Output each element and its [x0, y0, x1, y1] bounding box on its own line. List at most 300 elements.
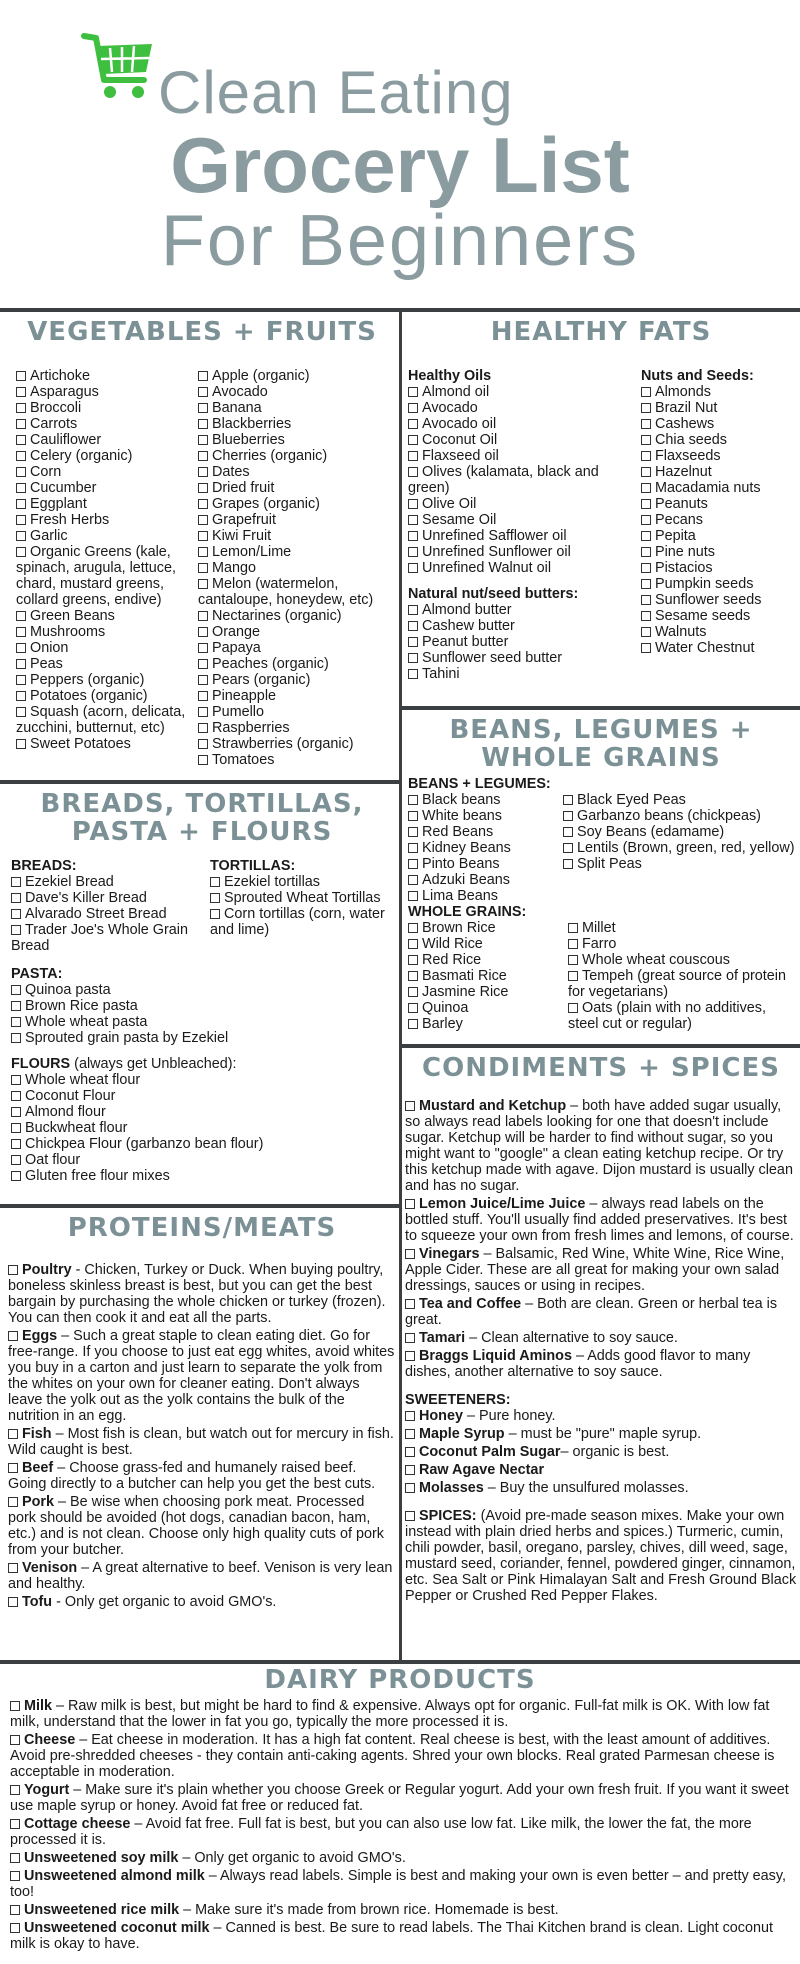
- checkbox[interactable]: [11, 1123, 21, 1133]
- list-item: [16, 480, 198, 496]
- section-heading: BREADS, TORTILLAS, PASTA + FLOURS: [40, 790, 364, 847]
- checkbox[interactable]: [408, 467, 418, 477]
- list-item: [408, 496, 636, 512]
- checkbox[interactable]: [408, 563, 418, 573]
- checkbox[interactable]: [408, 923, 418, 933]
- list-item: [568, 952, 797, 968]
- checkbox[interactable]: [408, 621, 418, 631]
- checkbox[interactable]: [198, 435, 208, 445]
- checkbox[interactable]: [568, 971, 578, 981]
- item-desc: – Make sure it's made from brown rice. Homemade is best.: [179, 1902, 559, 1918]
- checkbox[interactable]: [641, 467, 651, 477]
- list-item: [408, 888, 560, 904]
- checkbox[interactable]: [16, 627, 26, 637]
- item-desc: – Most fish is clean, but watch out for mercury in fish. Wild caught is best.: [8, 1426, 394, 1458]
- checkbox[interactable]: [198, 755, 208, 765]
- checkbox[interactable]: [198, 531, 208, 541]
- checkbox[interactable]: [408, 939, 418, 949]
- item-name: Braggs Liquid Aminos: [419, 1348, 572, 1364]
- checkbox[interactable]: [16, 691, 26, 701]
- grains-title-wrap: [408, 904, 788, 920]
- list-item: [408, 808, 560, 824]
- checkbox[interactable]: [198, 451, 208, 461]
- checkbox[interactable]: [641, 499, 651, 509]
- item-label: Peanuts: [655, 496, 708, 512]
- list-item: [405, 1246, 797, 1294]
- checkbox[interactable]: [11, 1171, 21, 1181]
- item-desc: - Chicken, Turkey or Duck. When buying poultry, boneless skinless breast is best, but you can get the best bargain by purchasing the whole chicken or turkey (frozen). You can then cook it and eat all the parts.: [8, 1262, 386, 1326]
- checkbox[interactable]: [10, 1735, 20, 1745]
- item-label: Peppers (organic): [30, 672, 145, 688]
- checkbox[interactable]: [11, 1033, 21, 1043]
- item-label: Sprouted grain pasta by Ezekiel: [25, 1030, 229, 1046]
- checkbox[interactable]: [8, 1563, 18, 1573]
- checkbox[interactable]: [210, 877, 220, 887]
- item-label: Dates: [212, 464, 250, 480]
- checkbox[interactable]: [16, 467, 26, 477]
- list-item: [10, 1920, 790, 1952]
- checkbox[interactable]: [198, 403, 208, 413]
- checkbox[interactable]: [408, 451, 418, 461]
- breads-column: [11, 858, 211, 954]
- item-name: Honey: [419, 1408, 463, 1424]
- checkbox[interactable]: [16, 643, 26, 653]
- list-item: [641, 544, 797, 560]
- checkbox[interactable]: [641, 531, 651, 541]
- checkbox[interactable]: [641, 547, 651, 557]
- checkbox[interactable]: [198, 691, 208, 701]
- checkbox[interactable]: [198, 547, 208, 557]
- list-item: [408, 984, 568, 1000]
- checkbox[interactable]: [408, 811, 418, 821]
- divider: [0, 1660, 800, 1664]
- list-item: [16, 432, 198, 448]
- checkbox[interactable]: [10, 1923, 20, 1933]
- checkbox[interactable]: [198, 739, 208, 749]
- item-label: Grapefruit: [212, 512, 276, 528]
- checkbox[interactable]: [198, 371, 208, 381]
- checkbox[interactable]: [11, 1075, 21, 1085]
- checkbox[interactable]: [16, 611, 26, 621]
- list-item: [11, 1072, 395, 1088]
- section-condiments: [405, 1054, 797, 1658]
- checkbox[interactable]: [405, 1411, 415, 1421]
- grains-column-2: [568, 920, 797, 1032]
- spices-item: [405, 1508, 797, 1604]
- list-item: [408, 920, 568, 936]
- checkbox[interactable]: [408, 827, 418, 837]
- checkbox[interactable]: [408, 515, 418, 525]
- checkbox[interactable]: [8, 1265, 18, 1275]
- checkbox[interactable]: [11, 1139, 21, 1149]
- list-item: [405, 1098, 797, 1194]
- list-item: [11, 1088, 395, 1104]
- list-item: [563, 808, 797, 824]
- item-label: Celery (organic): [30, 448, 133, 464]
- checkbox[interactable]: [198, 675, 208, 685]
- checkbox[interactable]: [11, 1017, 21, 1027]
- checkbox[interactable]: [16, 403, 26, 413]
- item-name: Tea and Coffee: [419, 1296, 522, 1312]
- list-item: [408, 952, 568, 968]
- list-item: [11, 998, 395, 1014]
- checkbox[interactable]: [10, 1819, 20, 1829]
- item-label: Papaya: [212, 640, 261, 656]
- divider: [399, 308, 402, 1660]
- checkbox[interactable]: [641, 435, 651, 445]
- item-desc: – Both are clean. Green or herbal tea is great.: [405, 1296, 778, 1328]
- list-item: [11, 1136, 395, 1152]
- checkbox[interactable]: [11, 985, 21, 995]
- list-item: [16, 512, 198, 528]
- checkbox[interactable]: [408, 435, 418, 445]
- list-item: [198, 512, 394, 528]
- item-desc: - Only get organic to avoid GMO's.: [52, 1594, 277, 1610]
- list-item: [641, 624, 797, 640]
- list-item: [408, 416, 636, 432]
- list-item: [408, 432, 636, 448]
- item-name: Beef: [22, 1460, 54, 1476]
- subheading: BREADS:: [11, 858, 77, 874]
- checkbox[interactable]: [408, 669, 418, 679]
- list-item: [16, 688, 198, 704]
- checkbox[interactable]: [408, 859, 418, 869]
- item-label: Peaches (organic): [212, 656, 329, 672]
- checkbox[interactable]: [198, 387, 208, 397]
- list-item: [16, 640, 198, 656]
- checkbox[interactable]: [408, 653, 418, 663]
- list-item: [641, 528, 797, 544]
- checkbox[interactable]: [198, 467, 208, 477]
- item-label: Tomatoes: [212, 752, 275, 768]
- item-name: Unsweetened almond milk: [24, 1868, 205, 1884]
- checkbox[interactable]: [198, 611, 208, 621]
- list-item: [408, 1016, 568, 1032]
- checkbox[interactable]: [405, 1483, 415, 1493]
- item-desc: – always read labels on the bottled stuff. You'll usually find added preservatives. It's best to squeeze your own from fresh limes and lemons, of course.: [405, 1196, 794, 1244]
- checkbox[interactable]: [10, 1701, 20, 1711]
- list-item: [568, 968, 797, 1000]
- checkbox[interactable]: [641, 563, 651, 573]
- item-label: Potatoes (organic): [30, 688, 148, 704]
- checkbox[interactable]: [16, 531, 26, 541]
- checkbox[interactable]: [16, 451, 26, 461]
- checkbox[interactable]: [641, 387, 651, 397]
- checkbox[interactable]: [405, 1511, 415, 1521]
- checkbox[interactable]: [10, 1905, 20, 1915]
- checkbox[interactable]: [11, 1107, 21, 1117]
- list-item: [408, 1000, 568, 1016]
- list-item: [408, 528, 636, 544]
- section-heading: VEGETABLES + FRUITS: [27, 318, 377, 347]
- item-label: Brazil Nut: [655, 400, 718, 416]
- item-label: Broccoli: [30, 400, 82, 416]
- checkbox[interactable]: [408, 987, 418, 997]
- item-name: Cottage cheese: [24, 1816, 131, 1832]
- item-desc: – Avoid fat free. Full fat is best, but you can also use low fat. Like milk, the lower the fat, the more processed it is.: [10, 1816, 752, 1848]
- item-label: Unrefined Safflower oil: [422, 528, 567, 544]
- checkbox[interactable]: [16, 371, 26, 381]
- checkbox[interactable]: [408, 955, 418, 965]
- item-label: Oats (plain with no additives, steel cut or regular): [568, 1000, 766, 1032]
- item-name: Fish: [22, 1426, 52, 1442]
- section-healthy-fats: [405, 318, 797, 702]
- checkbox[interactable]: [11, 877, 21, 887]
- checkbox[interactable]: [198, 499, 208, 509]
- list-item: [405, 1196, 797, 1244]
- checkbox[interactable]: [563, 859, 573, 869]
- checkbox[interactable]: [11, 1001, 21, 1011]
- list-item: [8, 1262, 396, 1326]
- list-item: [408, 384, 636, 400]
- checkbox[interactable]: [198, 515, 208, 525]
- checkbox[interactable]: [10, 1871, 20, 1881]
- checkbox[interactable]: [8, 1597, 18, 1607]
- list-item: [10, 1782, 790, 1814]
- item-label: Split Peas: [577, 856, 642, 872]
- item-label: Almond oil: [422, 384, 490, 400]
- checkbox[interactable]: [16, 739, 26, 749]
- checkbox[interactable]: [408, 403, 418, 413]
- list-item: [198, 384, 394, 400]
- list-item: [563, 840, 797, 856]
- list-item: [16, 368, 198, 384]
- item-label: Kiwi Fruit: [212, 528, 272, 544]
- checkbox[interactable]: [11, 909, 21, 919]
- item-desc: – Make sure it's plain whether you choose Greek or Regular yogurt. Add your own fresh fruit. If you want it sweet use maple syrup or honey. Avoid fat free or reduced fat.: [10, 1782, 789, 1814]
- item-label: Mushrooms: [30, 624, 106, 640]
- list-item: [198, 672, 394, 688]
- section-breads: [8, 790, 396, 1200]
- item-label: Almonds: [655, 384, 711, 400]
- checkbox[interactable]: [16, 675, 26, 685]
- checkbox[interactable]: [198, 563, 208, 573]
- checkbox[interactable]: [8, 1331, 18, 1341]
- checkbox[interactable]: [16, 387, 26, 397]
- checkbox[interactable]: [11, 1091, 21, 1101]
- list-item: [16, 528, 198, 544]
- checkbox[interactable]: [10, 1853, 20, 1863]
- list-item: [10, 1850, 790, 1866]
- checkbox[interactable]: [198, 659, 208, 669]
- list-item: [641, 384, 797, 400]
- item-desc: – Eat cheese in moderation. It has a high fat content. Real cheese is best, with the least amount of additives. Avoid pre-shredded cheeses - they contain anti-caking agents. Shred your own blocks. Real grated Parmesan cheese is acceptable in moderation.: [10, 1732, 775, 1780]
- subheading: Natural nut/seed butters:: [408, 586, 579, 602]
- checkbox[interactable]: [563, 811, 573, 821]
- list-item: [408, 602, 636, 618]
- item-label: Cherries (organic): [212, 448, 328, 464]
- item-label: Chickpea Flour (garbanzo bean flour): [25, 1136, 264, 1152]
- list-item: [8, 1426, 396, 1458]
- checkbox[interactable]: [641, 595, 651, 605]
- checkbox[interactable]: [563, 795, 573, 805]
- checkbox[interactable]: [16, 659, 26, 669]
- item-name: Coconut Palm Sugar: [419, 1444, 561, 1460]
- checkbox[interactable]: [408, 891, 418, 901]
- checkbox[interactable]: [563, 827, 573, 837]
- checkbox[interactable]: [408, 531, 418, 541]
- item-label: Pumello: [212, 704, 264, 720]
- list-item: [198, 528, 394, 544]
- list-item: [641, 592, 797, 608]
- checkbox[interactable]: [210, 893, 220, 903]
- checkbox[interactable]: [16, 547, 26, 557]
- list-item: [408, 840, 560, 856]
- item-label: Pineapple: [212, 688, 277, 704]
- list-item: [408, 666, 636, 682]
- list-item: [16, 608, 198, 624]
- checkbox[interactable]: [641, 451, 651, 461]
- list-item: [8, 1594, 396, 1610]
- checkbox[interactable]: [408, 971, 418, 981]
- item-label: Trader Joe's Whole Grain Bread: [11, 922, 188, 954]
- item-label: Avocado: [212, 384, 268, 400]
- item-label: Coconut Oil: [422, 432, 498, 448]
- checkbox[interactable]: [11, 893, 21, 903]
- checkbox[interactable]: [198, 579, 208, 589]
- item-label: Pepita: [655, 528, 696, 544]
- item-label: Hazelnut: [655, 464, 712, 480]
- section-heading: CONDIMENTS + SPICES: [422, 1054, 780, 1083]
- item-label: Adzuki Beans: [422, 872, 510, 888]
- list-item: [641, 512, 797, 528]
- list-item: [11, 1168, 395, 1184]
- checkbox[interactable]: [563, 843, 573, 853]
- checkbox[interactable]: [405, 1199, 415, 1209]
- checkbox[interactable]: [16, 419, 26, 429]
- item-desc: – Such a great staple to clean eating diet. Go for free-range. If you choose to just eat egg whites, avoid whites you buy in a carton and just learn to separate the yolk from the whites on your own for cleaner eating. Don't always leave the yolk out as the yolk contains the bulk of the nutrition in an egg.: [8, 1328, 395, 1424]
- checkbox[interactable]: [405, 1465, 415, 1475]
- checkbox[interactable]: [408, 795, 418, 805]
- list-item: [641, 480, 797, 496]
- list-item: [641, 560, 797, 576]
- item-label: Walnuts: [655, 624, 707, 640]
- checkbox[interactable]: [16, 435, 26, 445]
- checkbox[interactable]: [641, 403, 651, 413]
- checkbox[interactable]: [641, 643, 651, 653]
- checkbox[interactable]: [568, 923, 578, 933]
- checkbox[interactable]: [641, 515, 651, 525]
- list-item: [568, 1000, 797, 1032]
- list-item: [10, 1902, 790, 1918]
- checkbox[interactable]: [405, 1447, 415, 1457]
- checkbox[interactable]: [198, 643, 208, 653]
- checkbox[interactable]: [210, 909, 220, 919]
- checkbox[interactable]: [11, 1155, 21, 1165]
- item-label: Cashew butter: [422, 618, 515, 634]
- checkbox[interactable]: [408, 637, 418, 647]
- item-label: Red Rice: [422, 952, 482, 968]
- list-item: [408, 792, 560, 808]
- checkbox[interactable]: [8, 1497, 18, 1507]
- checkbox[interactable]: [408, 843, 418, 853]
- checkbox[interactable]: [408, 547, 418, 557]
- checkbox[interactable]: [16, 707, 26, 717]
- item-label: Dave's Killer Bread: [25, 890, 147, 906]
- checkbox[interactable]: [641, 579, 651, 589]
- checkbox[interactable]: [408, 1019, 418, 1029]
- list-item: [198, 464, 394, 480]
- checkbox[interactable]: [408, 605, 418, 615]
- checkbox[interactable]: [16, 515, 26, 525]
- checkbox[interactable]: [405, 1299, 415, 1309]
- checkbox[interactable]: [641, 483, 651, 493]
- item-label: Almond flour: [25, 1104, 106, 1120]
- checkbox[interactable]: [10, 1785, 20, 1795]
- item-label: Sunflower seed butter: [422, 650, 562, 666]
- checkbox[interactable]: [408, 419, 418, 429]
- divider: [0, 1204, 400, 1208]
- checkbox[interactable]: [11, 925, 21, 935]
- item-label: Blueberries: [212, 432, 285, 448]
- list-item: [198, 720, 394, 736]
- section-heading: DAIRY PRODUCTS: [264, 1666, 536, 1695]
- checkbox[interactable]: [16, 499, 26, 509]
- checkbox[interactable]: [408, 875, 418, 885]
- item-name: Milk: [24, 1698, 52, 1714]
- checkbox[interactable]: [405, 1101, 415, 1111]
- item-label: Whole wheat flour: [25, 1072, 141, 1088]
- item-label: Olive Oil: [422, 496, 477, 512]
- checkbox[interactable]: [405, 1333, 415, 1343]
- checkbox[interactable]: [198, 627, 208, 637]
- item-label: Flaxseeds: [655, 448, 721, 464]
- item-label: Melon (watermelon, cantaloupe, honeydew, etc): [198, 576, 374, 608]
- item-label: Mango: [212, 560, 257, 576]
- list-item: [408, 448, 636, 464]
- checkbox[interactable]: [641, 419, 651, 429]
- list-item: [198, 560, 394, 576]
- list-item: [641, 416, 797, 432]
- flours-note: (always get Unbleached):: [74, 1056, 237, 1072]
- divider: [400, 1044, 800, 1048]
- list-item: [11, 874, 211, 890]
- checkbox[interactable]: [198, 707, 208, 717]
- subheading: BEANS + LEGUMES:: [408, 776, 551, 792]
- list-item: [641, 608, 797, 624]
- item-label: Fresh Herbs: [30, 512, 110, 528]
- checkbox[interactable]: [8, 1429, 18, 1439]
- checkbox[interactable]: [198, 483, 208, 493]
- checkbox[interactable]: [405, 1249, 415, 1259]
- item-label: Whole wheat pasta: [25, 1014, 148, 1030]
- checkbox[interactable]: [8, 1463, 18, 1473]
- list-item: [405, 1480, 797, 1496]
- list-item: [408, 824, 560, 840]
- checkbox[interactable]: [16, 483, 26, 493]
- dairy-list: [10, 1698, 790, 1952]
- beans-column-2: [563, 792, 797, 872]
- checkbox[interactable]: [641, 611, 651, 621]
- checkbox[interactable]: [568, 1003, 578, 1013]
- item-name: Unsweetened soy milk: [24, 1850, 179, 1866]
- checkbox[interactable]: [641, 627, 651, 637]
- list-item: [11, 1152, 395, 1168]
- list-item: [568, 920, 797, 936]
- checkbox[interactable]: [408, 1003, 418, 1013]
- checkbox[interactable]: [408, 499, 418, 509]
- item-name: Maple Syrup: [419, 1426, 505, 1442]
- checkbox[interactable]: [198, 419, 208, 429]
- subheading: SWEETENERS:: [405, 1392, 511, 1408]
- item-name: Lemon Juice/Lime Juice: [419, 1196, 586, 1212]
- checkbox[interactable]: [568, 955, 578, 965]
- checkbox[interactable]: [568, 939, 578, 949]
- checkbox[interactable]: [405, 1351, 415, 1361]
- checkbox[interactable]: [198, 723, 208, 733]
- checkbox[interactable]: [405, 1429, 415, 1439]
- checkbox[interactable]: [408, 387, 418, 397]
